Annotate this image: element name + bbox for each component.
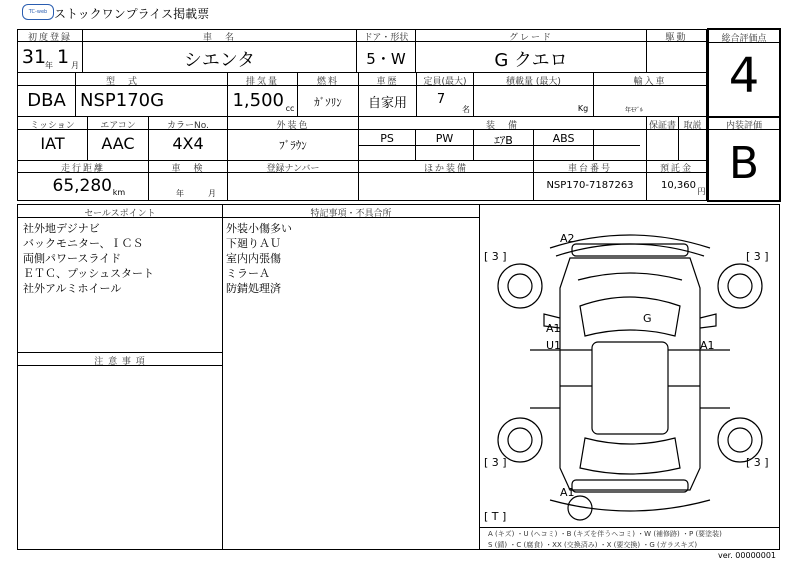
reg-month: 1	[56, 46, 70, 68]
inspection-year-unit: 年	[176, 189, 184, 198]
header-color-no: カラーNo.	[167, 121, 209, 131]
caution-title: 注 意 事 項	[94, 357, 146, 367]
wheel-bracket: [ 3 ]	[746, 456, 769, 469]
vehicle-history: 自家用	[367, 96, 407, 111]
damage-mark: A2	[560, 232, 575, 245]
list-item: ミラーＡ	[226, 267, 270, 280]
equipment-pw: PW	[435, 132, 454, 145]
list-item: 社外地デジナビ	[23, 222, 100, 235]
wheel-bracket: [ 3 ]	[484, 250, 507, 263]
header-fuel: 燃料	[316, 77, 339, 87]
equipment-abs: ABS	[552, 132, 575, 145]
car-damage-diagram	[480, 218, 780, 526]
type-prefix: DBA	[27, 90, 66, 111]
header-mission: ミッション	[30, 121, 75, 131]
car-name: シエンタ	[183, 50, 256, 71]
header-inspection: 車 検	[171, 164, 205, 174]
header-other-equipment: ほか装備	[423, 164, 468, 174]
capacity-unit: 名	[462, 105, 470, 114]
list-item: 下廻りＡＵ	[226, 237, 281, 250]
exterior-color: ﾌﾞﾗｳﾝ	[279, 139, 307, 152]
wheel-bracket: [ 3 ]	[484, 456, 507, 469]
list-item: バックモニター、ＩＣＳ	[23, 237, 144, 250]
list-item: 両側パワースライド	[23, 252, 122, 265]
header-aircon: エアコン	[100, 121, 136, 131]
capacity: 7	[436, 92, 446, 107]
damage-legend	[488, 529, 778, 551]
header-exterior-color: 外装色	[276, 121, 310, 131]
page-title: ストックワンプライス掲載票	[54, 7, 210, 21]
header-manual: 取説	[683, 121, 702, 131]
mission: IAT	[40, 134, 65, 153]
list-item: 室内内張傷	[226, 252, 281, 265]
reg-year: 31	[21, 46, 47, 68]
damage-mark: A1	[700, 339, 715, 352]
header-warranty: 保証書	[648, 121, 676, 131]
header-drive: 駆動	[665, 33, 688, 43]
damage-mark: G	[643, 312, 652, 325]
header-mileage: 走行距離	[60, 164, 105, 174]
displacement: 1,500	[232, 90, 284, 111]
header-load: 積載量 (最大)	[506, 77, 561, 87]
header-first-registration: 初度登録	[27, 33, 72, 43]
header-door-shape: ドア・形状	[363, 33, 409, 43]
damage-mark: A1	[546, 322, 561, 335]
mileage: 65,280	[52, 176, 112, 196]
equipment-ps: PS	[380, 132, 394, 145]
fuel: ｶﾞｿﾘﾝ	[314, 96, 342, 109]
chassis-number: NSP170-7187263	[546, 180, 634, 191]
legend-line: S (錆) ・C (腐食) ・XX (交換済み) ・X (要交換) ・G (ガラスキズ)	[488, 541, 698, 549]
type-code: NSP170G	[80, 90, 165, 111]
reg-year-unit: 年	[45, 61, 53, 70]
list-item: 防錆処理済	[226, 282, 281, 295]
header-capacity: 定員(最大)	[423, 77, 467, 87]
header-interior-score: 内装評価	[725, 121, 762, 131]
damage-mark: U1	[546, 339, 562, 352]
displacement-unit: cc	[285, 104, 295, 113]
header-overall-score: 総合評価点	[721, 34, 767, 44]
list-item: ＥＴＣ、プッシュスタート	[23, 267, 155, 280]
grade: G クエロ	[494, 50, 568, 71]
reg-month-unit: 月	[71, 61, 79, 70]
import-unit: 年ﾓﾃﾞﾙ	[624, 107, 643, 114]
legend-line: A (キズ) ・U (ヘコミ) ・B (キズを伴うヘコミ) ・W (補修跡) ・P (要塗装)	[488, 530, 722, 538]
aircon: AAC	[101, 134, 135, 153]
deposit-unit: 円	[697, 187, 706, 196]
header-model-type: 型 式	[105, 77, 139, 87]
sales-points-list	[23, 221, 218, 296]
sales-points-title: セールスポイント	[84, 209, 156, 219]
logo-text: TC-web	[28, 9, 48, 15]
list-item: 外装小傷多い	[226, 222, 292, 235]
header-grade: グレード	[508, 33, 553, 43]
load-unit: Kg	[577, 104, 589, 113]
list-item: 社外アルミホイール	[23, 282, 122, 295]
header-displacement: 排気量	[245, 77, 279, 87]
door-shape: 5・W	[366, 50, 406, 68]
header-history: 車歴	[376, 77, 399, 87]
special-notes-list	[226, 221, 476, 296]
header-car-name: 車 名	[202, 33, 236, 43]
header-chassis-number: 車台番号	[567, 164, 612, 174]
wheel-bracket: [ T ]	[484, 510, 507, 523]
header-import: 輸入車	[633, 77, 667, 87]
header-deposit: 預託金	[659, 164, 693, 174]
header-equipment: 装 備	[485, 121, 519, 131]
color-no: 4X4	[172, 134, 204, 153]
damage-mark: A1	[560, 486, 575, 499]
equipment-airbag: ｴｱB	[494, 134, 513, 147]
special-notes-title: 特記事項・不具合所	[310, 209, 392, 219]
wheel-bracket: [ 3 ]	[746, 250, 769, 263]
header-plate: 登録ナンバー	[266, 164, 320, 174]
interior-score: B	[728, 138, 760, 189]
deposit-amount: 10,360	[661, 180, 696, 191]
inspection-month-unit: 月	[208, 189, 216, 198]
mileage-unit: km	[112, 188, 126, 197]
version-label: ver. 00000001	[718, 551, 777, 560]
overall-score: 4	[728, 48, 760, 104]
